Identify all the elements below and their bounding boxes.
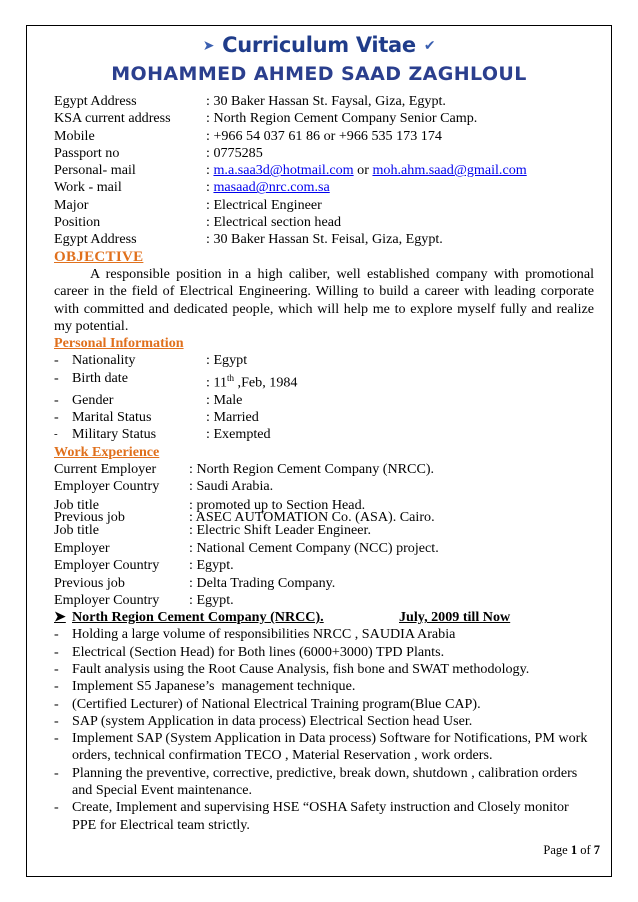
check-bullet-icon: ✔ xyxy=(423,38,436,54)
contact-block xyxy=(54,93,594,249)
work-mail-row: Work - mail : masaad@nrc.com.sa xyxy=(54,179,330,196)
cv-title xyxy=(0,33,638,57)
contact-row: KSA current address : North Region Cement Company Senior Camp. xyxy=(54,110,478,127)
job-dates: July, 2009 till Now xyxy=(399,609,511,626)
candidate-name: MOHAMMED AHMED SAAD ZAGHLOUL xyxy=(111,63,527,85)
personal-email-link[interactable]: m.a.saa3d@hotmail.com xyxy=(213,162,354,179)
contact-row: Mobile : +966 54 037 61 86 or +966 535 173 174 xyxy=(54,127,442,144)
work-row: Employer Country : Saudi Arabia. xyxy=(54,478,274,495)
objective-text: A responsible position in a high caliber, well established company with promotional career in the field of Electrical Engineering. Willing to build a career with leading corporate with committed and dedicated people, which will help me to explore myself fully and realize my potential. xyxy=(54,265,594,334)
list-item: - Nationality : Egypt xyxy=(54,352,248,369)
personal-info-heading: Personal Information xyxy=(54,335,184,352)
page-number: Page 1 of 7 xyxy=(543,843,600,857)
work-row: Job title : Electric Shift Leader Engineer. xyxy=(54,522,371,539)
work-experience-list xyxy=(54,461,594,609)
work-row: Current Employer : North Region Cement Company (NRCC). xyxy=(54,460,435,477)
list-item: - Marital Status : Married xyxy=(54,409,259,426)
job-company: North Region Cement Company (NRCC). xyxy=(72,609,324,626)
list-item: - Gender : Male xyxy=(54,391,243,408)
cv-content xyxy=(54,93,594,834)
work-row: Employer Country : Egypt. xyxy=(54,591,234,608)
list-item: - SAP (system Application in data process) Electrical Section head User. xyxy=(54,712,473,729)
contact-row: Egypt Address : 30 Baker Hassan St. Feisal, Giza, Egypt. xyxy=(54,231,443,248)
job-heading xyxy=(54,609,594,626)
work-row: Job title : promoted up to Section Head. xyxy=(54,496,366,513)
arrow-bullet-icon: ➤ xyxy=(54,609,66,626)
arrow-bullet-icon: ➤ xyxy=(202,38,215,54)
list-item: - Planning the preventive, corrective, predictive, break down, shutdown , calibration orders and Special Event maintenance. xyxy=(54,764,578,799)
work-row: Employer Country : Egypt. xyxy=(54,557,234,574)
work-row: Previous job : ASEC AUTOMATION Co. (ASA). Cairo. xyxy=(54,509,435,526)
list-item: - Electrical (Section Head) for Both lines (6000+3000) TPD Plants. xyxy=(54,643,445,660)
contact-row: Position : Electrical section head xyxy=(54,214,341,231)
list-item: - Implement S5 Japanese’s management technique. xyxy=(54,678,356,695)
list-item: - Birth date : 11th ,Feb, 1984 xyxy=(54,369,298,391)
personal-info-list xyxy=(54,352,594,443)
personal-email-link-2[interactable]: moh.ahm.saad@gmail.com xyxy=(372,162,527,179)
work-row: Previous job : Delta Trading Company. xyxy=(54,574,336,591)
objective-heading: OBJECTIVE xyxy=(54,248,144,265)
list-item: - Fault analysis using the Root Cause Analysis, fish bone and SWAT methodology. xyxy=(54,660,530,677)
work-row: Employer : National Cement Company (NCC) project. xyxy=(54,539,439,556)
work-email-link[interactable]: masaad@nrc.com.sa xyxy=(213,179,330,196)
list-item: - Military Status : Exempted xyxy=(54,426,271,443)
contact-row: Major : Electrical Engineer xyxy=(54,196,322,213)
list-item: - (Certified Lecturer) of National Electrical Training program(Blue CAP). xyxy=(54,695,481,712)
list-item: - Holding a large volume of responsibilities NRCC , SAUDIA Arabia xyxy=(54,626,456,643)
list-item: - Create, Implement and supervising HSE “OSHA Safety instruction and Closely monitor PPE for Electrical team strictly. xyxy=(54,799,569,833)
job-duties-list xyxy=(54,626,594,834)
work-experience-heading: Work Experience xyxy=(54,443,160,460)
list-item: - Implement SAP (System Application in Data process) Software for Notifications, PM work orders, technical confirmation TECO , Material Reservation , work orders. xyxy=(54,730,588,764)
contact-row: Passport no : 0775285 xyxy=(54,144,263,161)
personal-mail-row: Personal- mail : m.a.saa3d@hotmail.com or moh.ahm.saad@gmail.com xyxy=(54,162,527,179)
cv-title-text: Curriculum Vitae xyxy=(222,33,416,57)
contact-row: Egypt Address : 30 Baker Hassan St. Faysal, Giza, Egypt. xyxy=(54,93,446,109)
